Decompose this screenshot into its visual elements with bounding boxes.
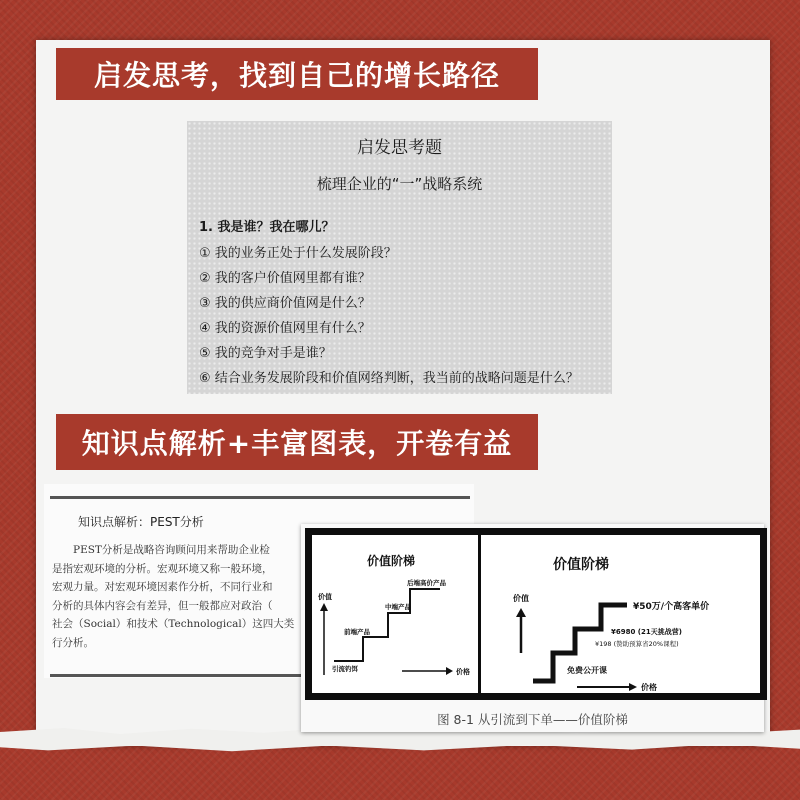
- banner-growth-path: 启发思考，找到自己的增长路径: [56, 48, 538, 100]
- x-axis-arrow-icon: [446, 667, 453, 675]
- question-card-subtitle: 梳理企业的“一”战略系统: [316, 175, 483, 193]
- question-list: [199, 245, 579, 395]
- value-ladder-frame: [305, 528, 767, 700]
- diagram-left-title: 价值阶梯: [367, 554, 416, 568]
- book-paragraph: [52, 541, 312, 652]
- book-line: 宏观力量。对宏观环境因素作分析，不同行业和: [52, 581, 273, 593]
- x-axis-label: 价格: [641, 683, 657, 692]
- book-section-heading: 知识点解析：PEST分析: [78, 515, 204, 529]
- ladder-step-label: 后端高价产品: [407, 579, 446, 587]
- banner-knowledge-charts: 知识点解析+丰富图表，开卷有益: [56, 414, 538, 470]
- question-heading: 1. 我是谁？我在哪儿？: [199, 220, 335, 235]
- ladder-step-label: 前端产品: [344, 628, 370, 636]
- question-item: ⑥ 结合业务发展阶段和价值网络判断，我当前的战略问题是什么？: [199, 371, 579, 386]
- ladder-step-label: ¥198 (赞助预算省20%课程): [595, 640, 679, 648]
- ladder-step-label: 引流钓饵: [332, 665, 358, 673]
- ladder-step-label: ¥6980 (21天挑战营): [611, 628, 682, 636]
- ladder-step-label: 免费公开课: [567, 666, 607, 675]
- y-axis-arrow-icon: [516, 608, 526, 617]
- question-card-title: 启发思考题: [357, 138, 442, 158]
- question-item: ⑤ 我的竞争对手是谁？: [199, 346, 332, 361]
- ladder-step-label: ¥50万/个高客单价: [633, 602, 710, 612]
- book-line: PEST分析是战略咨询顾问用来帮助企业检: [73, 544, 270, 556]
- book-line: 行分析。: [52, 636, 94, 649]
- book-top-rule: [50, 496, 470, 499]
- book-line: 分析的具体内容会有差异，但一般都应对政治（: [52, 599, 273, 612]
- question-item: ④ 我的资源价值网里有什么？: [199, 321, 371, 336]
- value-ladder-diagram-right: [481, 535, 760, 693]
- y-axis-arrow-icon: [320, 603, 328, 611]
- question-card: [187, 121, 612, 394]
- ladder-steps: [334, 589, 440, 661]
- question-item: ③ 我的供应商价值网是什么？: [199, 296, 371, 311]
- value-ladder-diagram-left: [312, 535, 478, 693]
- figure-caption: 图 8-1 从引流到下单——价值阶梯: [437, 712, 628, 727]
- y-axis-label: 价值: [318, 593, 332, 601]
- question-item: ② 我的客户价值网里都有谁？: [199, 271, 371, 286]
- x-axis-arrow-icon: [629, 683, 637, 691]
- ladder-step-label: 中端产品: [385, 603, 411, 611]
- y-axis-label: 价值: [513, 594, 529, 603]
- book-line: 社会（Social）和技术（Technological）这四大类: [52, 618, 295, 630]
- x-axis-label: 价格: [456, 668, 470, 676]
- diagram-right-title: 价值阶梯: [553, 557, 609, 573]
- question-item: ① 我的业务正处于什么发展阶段？: [199, 246, 397, 261]
- book-line: 是指宏观环境的分析。宏观环境又称一般环境，: [52, 562, 273, 575]
- figure-card: [301, 524, 764, 732]
